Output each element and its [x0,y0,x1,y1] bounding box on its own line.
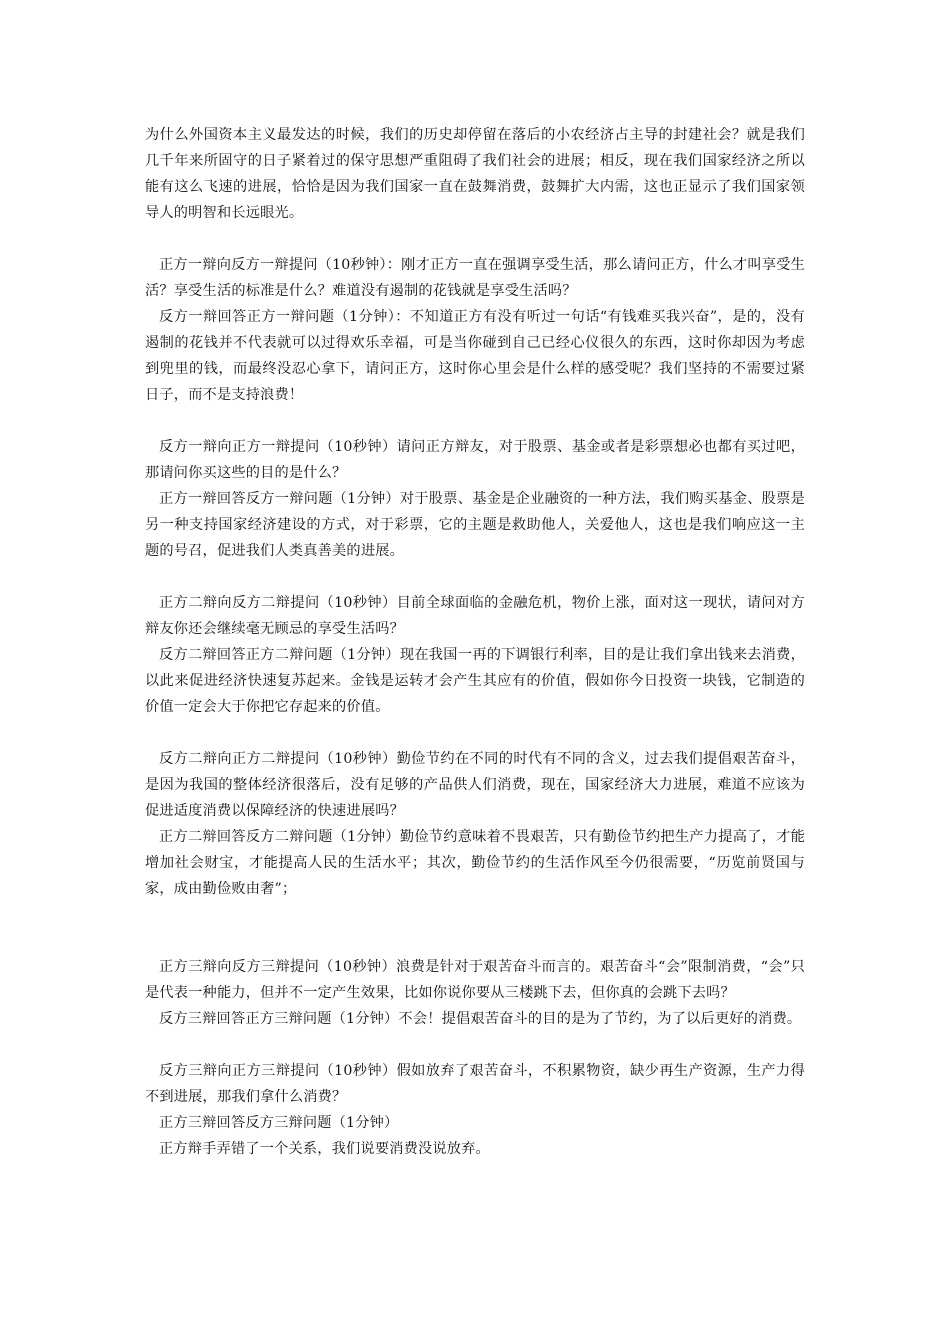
debate-question: 反方二辩向正方二辩提问（10秒钟）勤俭节约在不同的时代有不同的含义，过去我们提倡艰苦奋斗，是因为我国的整体经济很落后，没有足够的产品供人们消费，现在，国家经济大力进展，难道不应该为促进适度消费以保障经济的快速进展吗？ [145,751,805,819]
debate-answer: 正方辩手弄错了一个关系，我们说要消费没说放弃。 [159,1141,490,1157]
debate-answer: 反方一辩回答正方一辩问题（1分钟）：不知道正方有没有听过一句话“有钱难买我兴奋”，是的，没有遏制的花钱并不代表就可以过得欢乐幸福，可是当你碰到自己已经心仪很久的东西，这时你却因为考虑到兜里的钱，而最终没忍心拿下，请问正方，这时你心里会是什么样的感受呢？我们坚持的不需要过紧日子，而不是支持浪费！ [145,309,805,403]
paragraph-gap [145,408,805,434]
paragraph-gap [145,902,805,954]
debate-question: 反方一辩向正方一辩提问（10秒钟）请问正方辩友，对于股票、基金或者是彩票想必也都有买过吧，那请问你买这些的目的是什么？ [145,439,805,481]
debate-question: 正方三辩向反方三辩提问（10秒钟）浪费是针对于艰苦奋斗而言的。艰苦奋斗“会”限制消费，“会”只是代表一种能力，但并不一定产生效果，比如你说你要从三楼跳下去，但你真的会跳下去吗？ [145,959,805,1001]
paragraph-gap [145,564,805,590]
debate-answer: 反方三辩回答正方三辩问题（1分钟）不会！提倡艰苦奋斗的目的是为了节约，为了以后更好的消费。 [159,1011,802,1027]
debate-question: 正方二辩向反方二辩提问（10秒钟）目前全球面临的金融危机，物价上涨，面对这一现状，请问对方辩友你还会继续毫无顾忌的享受生活吗？ [145,595,805,637]
debate-answer-heading: 正方三辩回答反方三辩问题（1分钟） [159,1115,399,1131]
intro-paragraph: 为什么外国资本主义最发达的时候，我们的历史却停留在落后的小农经济占主导的封建社会？就是我们几千年来所固守的日子紧着过的保守思想严重阻碍了我们社会的进展；相反，现在我们国家经济之所以能有这么飞速的进展，恰恰是因为我们国家一直在鼓舞消费，鼓舞扩大内需，这也正显示了我们国家领导人的明智和长远眼光。 [145,127,805,221]
paragraph-gap [145,720,805,746]
document-body [145,122,805,1162]
paragraph-gap [145,1032,805,1058]
debate-answer: 反方二辩回答正方二辩问题（1分钟）现在我国一再的下调银行利率，目的是让我们拿出钱来去消费，以此来促进经济快速复苏起来。金钱是运转才会产生其应有的价值，假如你今日投资一块钱，它制造的价值一定会大于你把它存起来的价值。 [145,647,805,715]
debate-answer: 正方二辩回答反方二辩问题（1分钟）勤俭节约意味着不畏艰苦，只有勤俭节约把生产力提高了，才能增加社会财宝，才能提高人民的生活水平；其次，勤俭节约的生活作风至今仍很需要，“历览前贤国与家，成由勤俭败由奢”； [145,829,805,897]
debate-answer: 正方一辩回答反方一辩问题（1分钟）对于股票、基金是企业融资的一种方法，我们购买基金、股票是另一种支持国家经济建设的方式，对于彩票，它的主题是救助他人，关爱他人，这也是我们响应这一主题的号召，促进我们人类真善美的进展。 [145,491,805,559]
paragraph-gap [145,226,805,252]
debate-question: 反方三辩向正方三辩提问（10秒钟）假如放弃了艰苦奋斗，不积累物资，缺少再生产资源，生产力得不到进展，那我们拿什么消费？ [145,1063,805,1105]
debate-question: 正方一辩向反方一辩提问（10秒钟）：刚才正方一直在强调享受生活，那么请问正方，什么才叫享受生活？享受生活的标准是什么？难道没有遏制的花钱就是享受生活吗？ [145,257,805,299]
